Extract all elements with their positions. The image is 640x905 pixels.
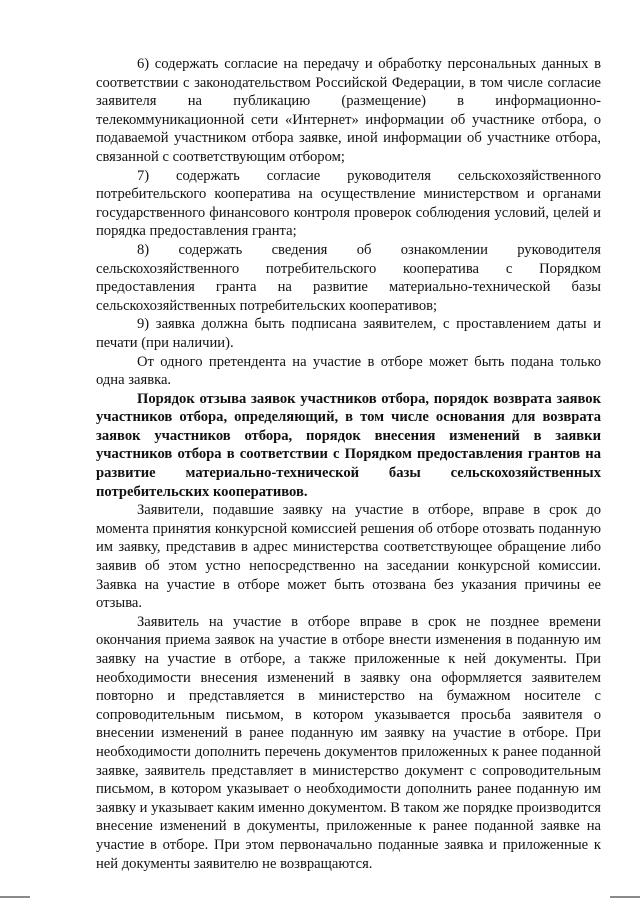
list-item-9: 9) заявка должна быть подписана заявителем, с проставлением даты и печати (при наличии). [96, 316, 601, 351]
amendment-paragraph: Заявитель на участие в отборе вправе в срок не позднее времени окончания приема заявок на участие в отборе внести изменения в поданную им заявку на участие в отборе, а также приложенные к ней документы. При необходимости внесения изменений в заявку она оформляется заявителем повторно и представляется в министерство на бумажном носителе с сопроводительным письмом, в котором указывается просьба заявителя о внесении изменений в ранее поданную им заявку на участие в отборе. При необходимости дополнить перечень документов приложенных к ранее поданной заявке, заявитель представляет в министерство документ с сопроводительным письмом, в котором указывает о необходимости дополнить ранее поданную им заявку и указывает каким именно документом. В таком же порядке производится внесение изменений в документы, приложенные к ранее поданной заявке на участие в отборе. При этом первоначально поданные заявка и приложенные к ней документы заявителю не возвращаются. [96, 613, 601, 872]
list-item-8: 8) содержать сведения об ознакомлении руководителя сельскохозяйственного потребительского кооператива с Порядком предоставления гранта на развитие материально-технической базы сельскохозяйственных потребительских кооперативов; [96, 241, 601, 314]
section-heading: Порядок отзыва заявок участников отбора, порядок возврата заявок участников отбора, определяющий, в том числе основания для возврата заявок участников отбора, порядок внесения изменений в заявки участников отбора в соответствии с Порядком предоставления грантов на развитие материально-технической базы сельскохозяйственных потребительских кооперативов. [96, 390, 601, 500]
scan-edge-mark-right [610, 896, 640, 898]
withdrawal-paragraph: Заявители, подавшие заявку на участие в отборе, вправе в срок до момента принятия конкурсной комиссией решения об отборе отозвать поданную им заявку, представив в адрес министерства соответствующее обращение либо заявив об этом устно непосредственно на заседании конкурсной комиссии. Заявка на участие в отборе может быть отозвана без указания причины ее отзыва. [96, 502, 601, 612]
document-body [96, 55, 601, 873]
list-item-6: 6) содержать согласие на передачу и обработку персональных данных в соответствии с законодательством Российской Федерации, в том числе согласие заявителя на публикацию (размещение) в информационно-телекоммуникационной сети «Интернет» информации об участнике отбора, о подаваемой участником отбора заявке, иной информации об участнике отбора, связанной с соответствующим отбором; [96, 56, 601, 165]
scan-edge-mark-left [0, 896, 30, 898]
single-application-note: От одного претендента на участие в отборе может быть подана только одна заявка. [96, 353, 601, 389]
list-item-7: 7) содержать согласие руководителя сельскохозяйственного потребительского кооператива на осуществление министерством и органами государственного финансового контроля проверок соблюдения условий, целей и порядка предоставления гранта; [96, 167, 601, 240]
